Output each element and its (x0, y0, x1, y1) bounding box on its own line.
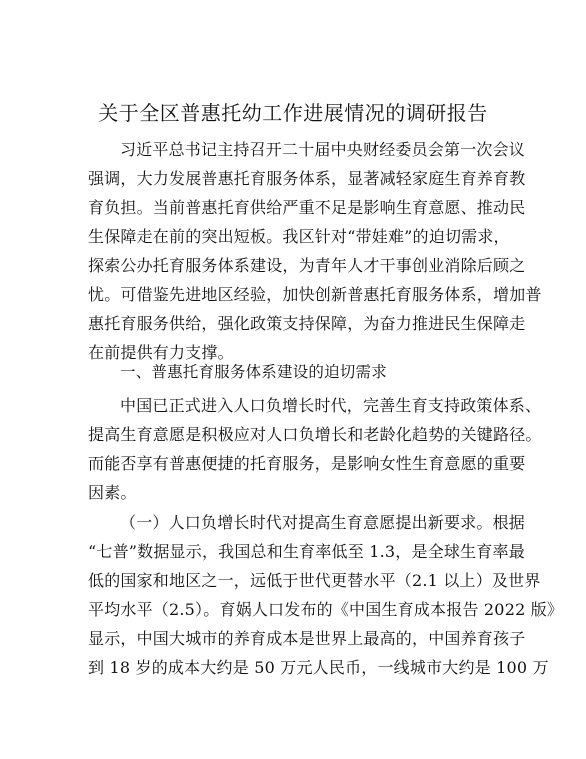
text-line: 强调，大力发展普惠托育服务体系，显著减轻家庭生育养育教 (88, 169, 526, 188)
text-line: 习近平总书记主持召开二十届中央财经委员会第一次会议 (120, 140, 526, 159)
document-title: 关于全区普惠托幼工作进展情况的调研报告 (98, 101, 488, 125)
text-line: 生保障走在前的突出短板。我区针对“带娃难”的迫切需求， (88, 227, 510, 246)
section1-heading: 一、普惠托育服务体系建设的迫切需求 (120, 363, 387, 381)
text-line: 因素。 (88, 483, 137, 502)
text-line: 中国已正式进入人口负增长时代，完善生育支持政策体系、 (120, 396, 542, 415)
paragraph-intro (88, 135, 542, 367)
text-line: 提高生育意愿是积极应对人口负增长和老龄化趋势的关键路径。 (88, 425, 542, 444)
text-line: “七普”数据显示，我国总和生育率低至 1.3，是全球生育率最 (88, 542, 525, 561)
text-line: 忧。可借鉴先进地区经验，加快创新普惠托育服务体系，增加普 (88, 285, 542, 304)
paragraph-section1 (88, 391, 542, 507)
text-line: 低的国家和地区之一，远低于世代更替水平（2.1 以上）及世界 (88, 571, 541, 590)
text-line: 探索公办托育服务体系建设，为青年人才干事创业消除后顾之 (88, 256, 526, 275)
paragraph-subsection1 (88, 508, 564, 682)
text-line: （一）人口负增长时代对提高生育意愿提出新要求。根据 (120, 513, 526, 532)
text-line: 平均水平（2.5）。育娲人口发布的《中国生育成本报告 2022 版》 (88, 600, 564, 619)
text-line: 惠托育服务供给，强化政策支持保障，为奋力推进民生保障走 (88, 314, 526, 333)
text-line: 育负担。当前普惠托育供给严重不足是影响生育意愿、推动民 (88, 198, 526, 217)
text-line: 而能否享有普惠便捷的托育服务，是影响女性生育意愿的重要 (88, 454, 526, 473)
text-line: 显示，中国大城市的养育成本是世界上最高的，中国养育孩子 (88, 629, 526, 648)
section-heading (88, 358, 508, 387)
text-line: 到 18 岁的成本大约是 50 万元人民币，一线城市大约是 100 万 (88, 658, 549, 677)
text-line: 在前提供有力支撑。 (88, 343, 234, 362)
